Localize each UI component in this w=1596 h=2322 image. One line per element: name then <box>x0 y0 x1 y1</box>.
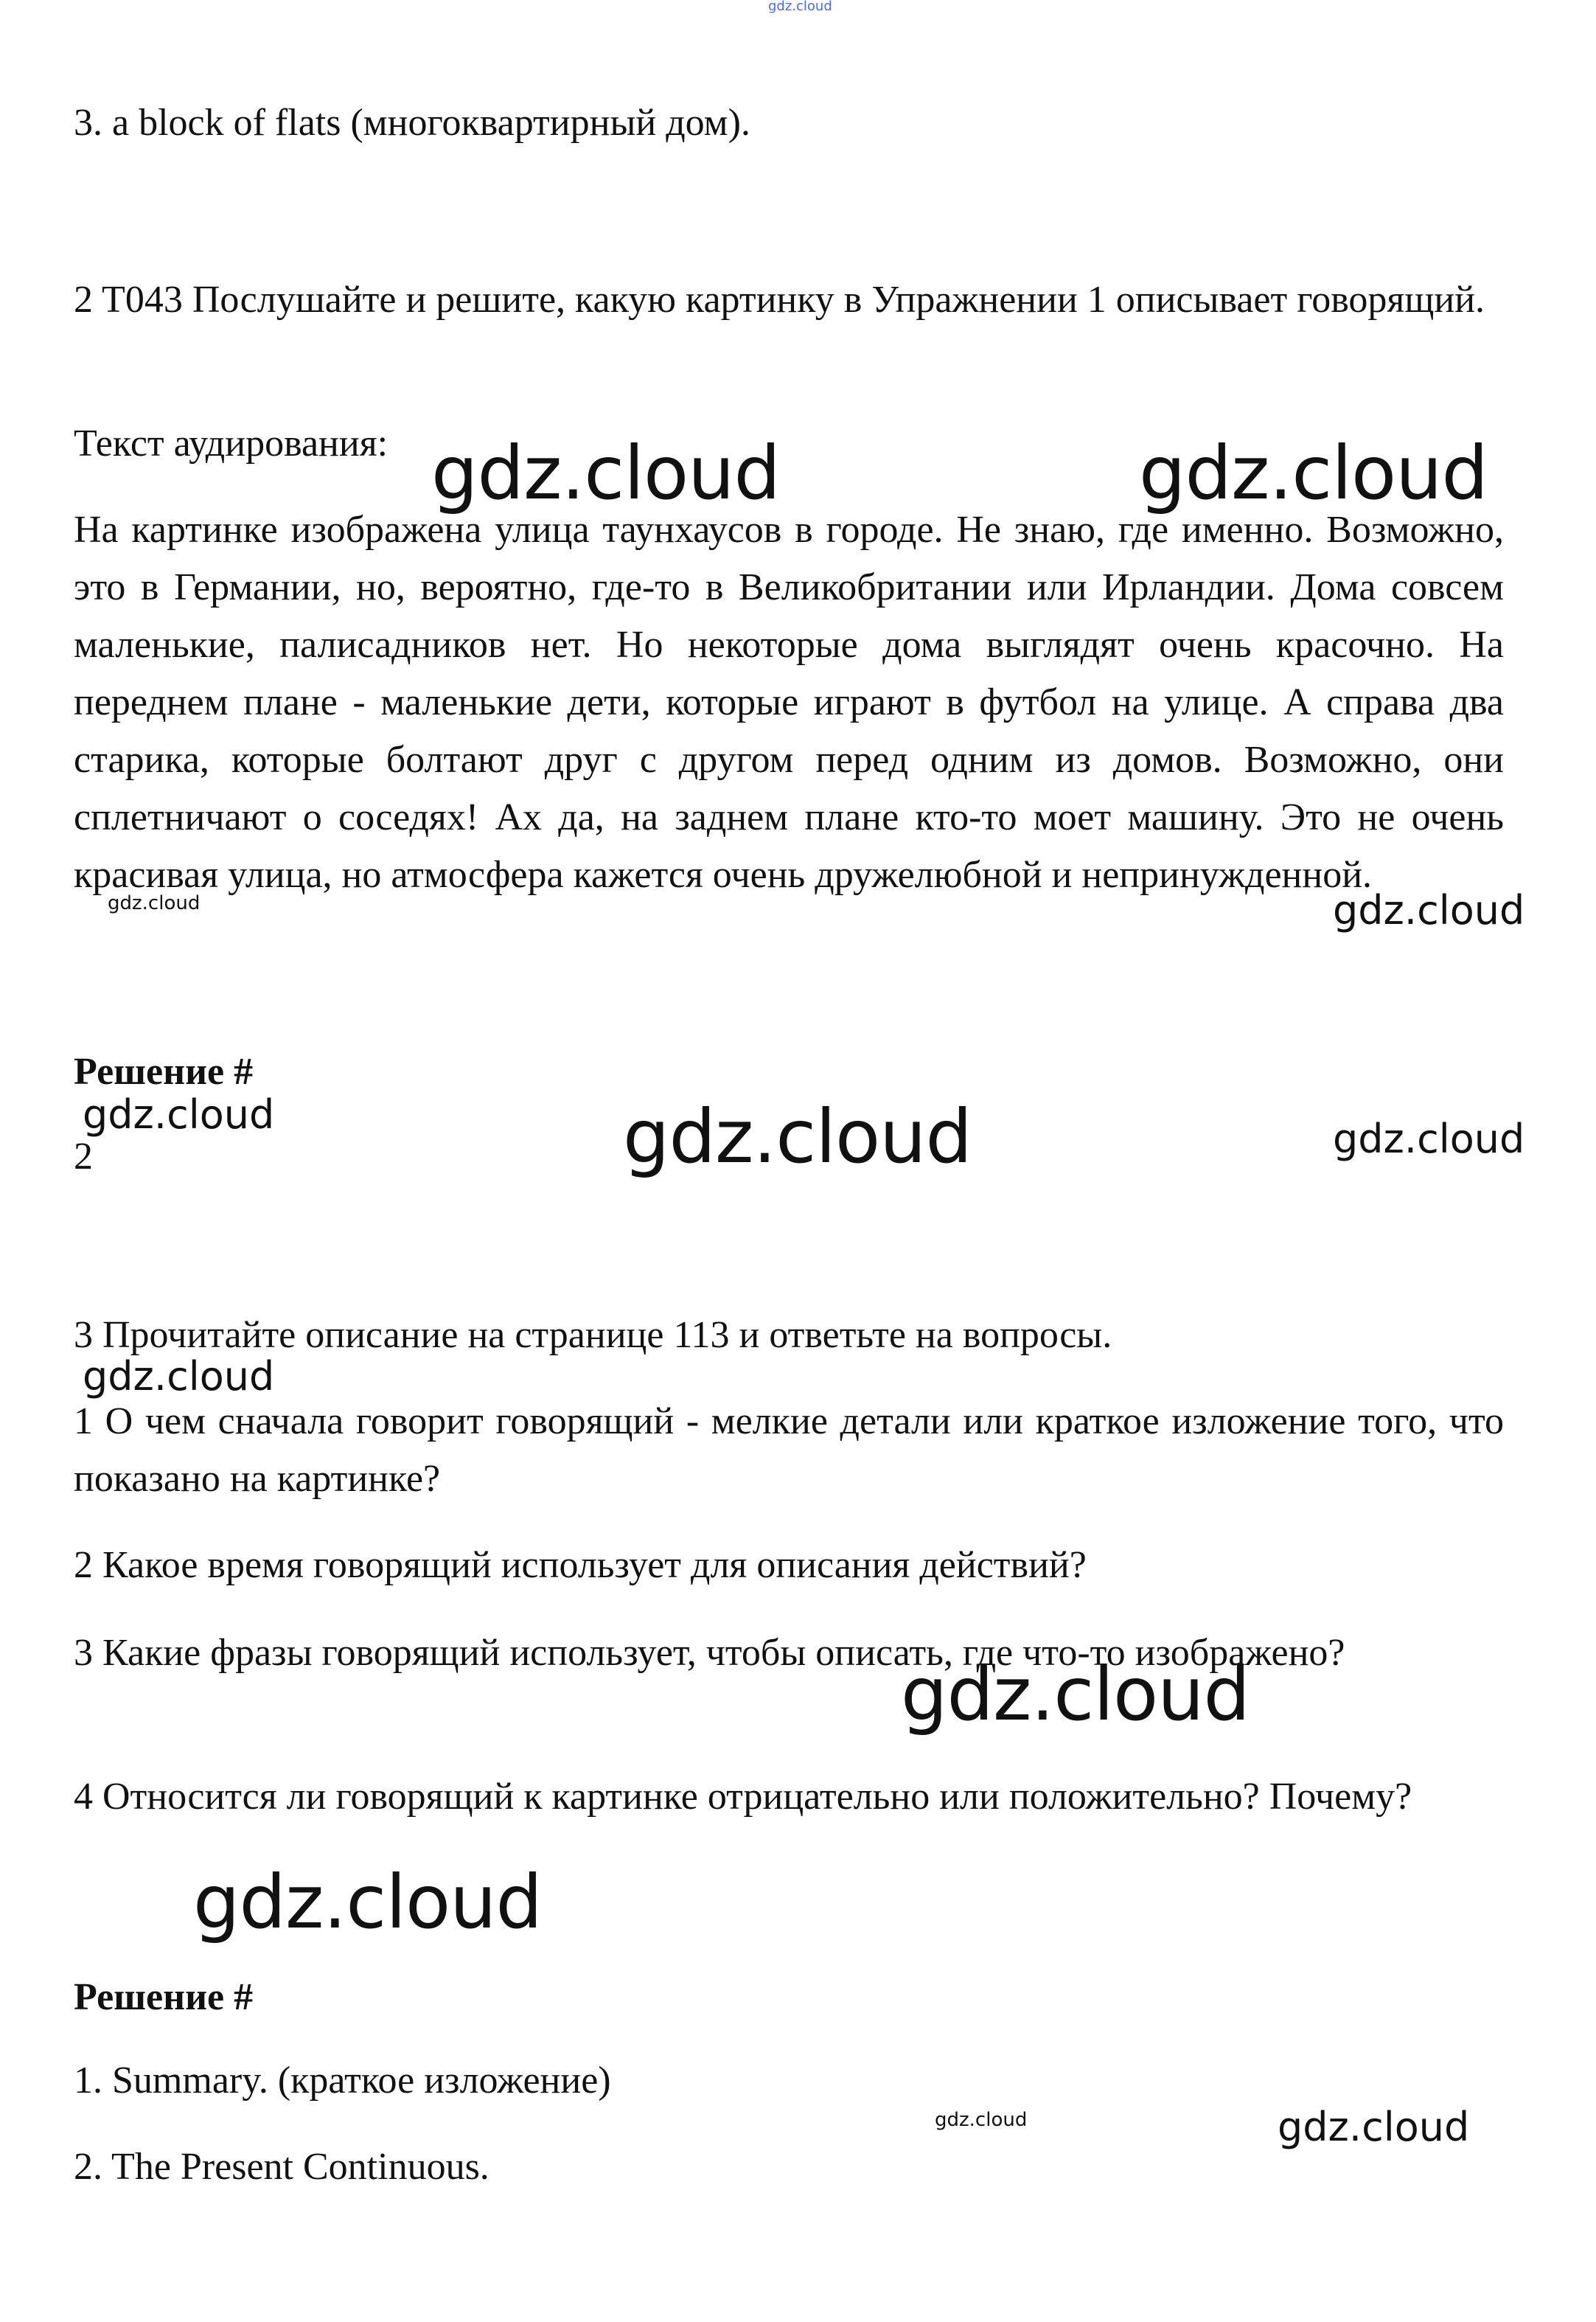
watermark: gdz.cloud <box>83 1091 275 1138</box>
task-3-instruction: 3 Прочитайте описание на странице 113 и ответьте на вопросы. <box>74 1314 1112 1356</box>
answer-3-1: 1. Summary. (краткое изложение) <box>74 2059 611 2102</box>
answer-2: 2 <box>74 1136 93 1178</box>
watermark: gdz.cloud <box>935 2109 1028 2131</box>
answer-line-block-of-flats: 3. a block of flats (многоквартирный дом). <box>74 102 750 144</box>
watermark-top: gdz.cloud <box>768 0 832 14</box>
watermark: gdz.cloud <box>431 430 781 516</box>
question-2: 2 Какое время говорящий использует для описания действий? <box>74 1544 1087 1586</box>
solution-heading-2: Решение # <box>74 1976 254 2018</box>
watermark: gdz.cloud <box>901 1651 1250 1737</box>
watermark: gdz.cloud <box>108 892 201 914</box>
watermark: gdz.cloud <box>193 1859 543 1945</box>
question-3: 3 Какие фразы говорящий использует, чтобы описать, где что-то изображено? <box>74 1632 1345 1674</box>
watermark: gdz.cloud <box>1333 887 1525 934</box>
listening-text: На картинке изображена улица таунхаусов в городе. Не знаю, где именно. Возможно, это в Германии, но, вероятно, где-то в Великобритании или Ирландии. Дома совсем маленькие, палисадников нет. Но некоторые дома выглядят очень красочно. На переднем плане - маленькие дети, которые играют в футбол на улице. А справа два старика, которые болтают друг с другом перед одним из домов. Возможно, они сплетничают о соседях! Ах да, на заднем плане кто-то моет машину. Это не очень красивая улица, но атмосфера кажется очень дружелюбной и непринужденной. <box>74 509 1504 896</box>
answer-3-2: 2. The Present Continuous. <box>74 2146 489 2188</box>
watermark: gdz.cloud <box>623 1094 972 1180</box>
listening-label: Текст аудирования: <box>74 423 388 465</box>
watermark: gdz.cloud <box>1333 1116 1525 1162</box>
question-1: 1 О чем сначала говорит говорящий - мелкие детали или краткое изложение того, что показано на картинке? <box>74 1400 1504 1500</box>
watermark: gdz.cloud <box>1278 2104 1470 2150</box>
task-2-instruction: 2 T043 Послушайте и решите, какую картинку в Упражнении 1 описывает говорящий. <box>74 279 1485 321</box>
watermark: gdz.cloud <box>83 1353 275 1400</box>
solution-heading-1: Решение # <box>74 1051 254 1093</box>
question-4: 4 Относится ли говорящий к картинке отрицательно или положительно? Почему? <box>74 1776 1412 1818</box>
watermark: gdz.cloud <box>1139 430 1488 516</box>
